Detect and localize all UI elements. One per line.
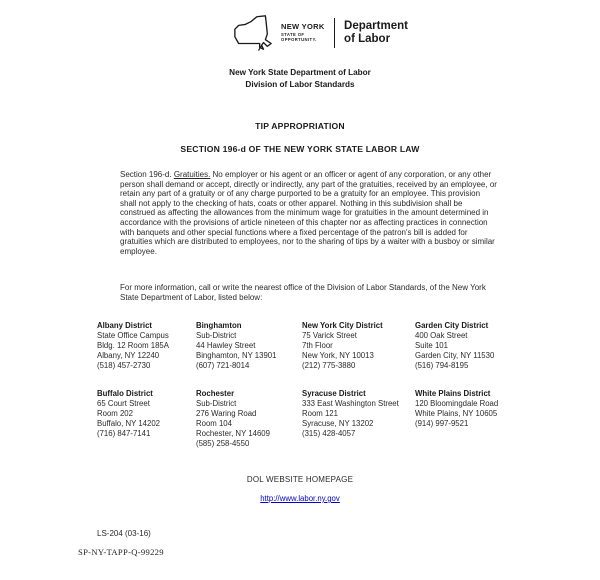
- office-address-line: (607) 721-8014: [196, 361, 250, 370]
- logo-dept-line1: Department: [344, 20, 408, 33]
- logo-brand-line2: STATE OF: [281, 31, 305, 37]
- office-address-line: (315) 428-4057: [302, 429, 356, 438]
- office-binghamton: [196, 321, 276, 371]
- logo-dept-text: [344, 20, 408, 45]
- office-buffalo-district: [97, 389, 160, 439]
- law-text-paragraph: [120, 170, 497, 256]
- nysdol-logo: [20, 13, 600, 53]
- logo-brand-line1: NEW YORK: [281, 22, 325, 32]
- office-address-line: Rochester, NY 14609: [196, 429, 270, 438]
- office-syracuse-district: [302, 389, 399, 439]
- logo-divider: [334, 18, 336, 48]
- document-title: TIP APPROPRIATION: [255, 121, 345, 131]
- office-name: Binghamton: [196, 321, 242, 330]
- office-address-line: 276 Waring Road: [196, 409, 257, 418]
- office-address-line: (518) 457-2730: [97, 361, 151, 370]
- agency-title: New York State Department of Labor: [229, 68, 371, 77]
- office-address-line: 120 Bloomingdale Road: [415, 399, 499, 408]
- office-address-line: Room 202: [97, 409, 133, 418]
- office-garden-city-district: [415, 321, 494, 371]
- office-name: Garden City District: [415, 321, 489, 330]
- office-address-line: New York, NY 10013: [302, 351, 374, 360]
- office-name: White Plains District: [415, 389, 491, 398]
- office-address-line: 333 East Washington Street: [302, 399, 399, 408]
- office-name: Syracuse District: [302, 389, 366, 398]
- office-address-line: (212) 775-3880: [302, 361, 356, 370]
- form-number: LS-204 (03-16): [97, 529, 151, 538]
- office-rochester: [196, 389, 270, 449]
- office-address-line: 44 Hawley Street: [196, 341, 256, 350]
- logo-brand-line3: OPPORTUNITY.: [281, 37, 317, 43]
- office-address-line: Binghamton, NY 13901: [196, 351, 277, 360]
- office-address-line: Albany, NY 12240: [97, 351, 160, 360]
- section-heading: SECTION 196-d OF THE NEW YORK STATE LABOR LAW: [180, 144, 420, 154]
- office-address-line: (516) 794-8195: [415, 361, 469, 370]
- logo-dept-line2: of Labor: [344, 33, 391, 45]
- office-address-line: Sub-District: [196, 331, 237, 340]
- office-white-plains-district: [415, 389, 498, 429]
- document-code: SP-NY-TAPP-Q-99229: [78, 547, 164, 557]
- office-address-line: 75 Varick Street: [302, 331, 357, 340]
- office-address-line: Room 121: [302, 409, 338, 418]
- office-address-line: 7th Floor: [302, 341, 333, 350]
- office-address-line: Room 104: [196, 419, 232, 428]
- law-body-text: No employer or his agent or an officer or agent of any corporation, or any other person shall demand or accept, directly or indirectly, any part of the gratuities, received by an employee, or retain any part of a gratuity or of any charge purported to be a gratuity for an employee. This provision shall not apply to the checking of hats, coats or other apparel. Nothing in this subdivision shall be construed as affecting the allowances from the minimum wage for gratuities in the amount determined in accordance with the provisions of article nineteen of this chapter nor as affecting practices in connection with banquets and other special functions where a fixed percentage of the patron's bill is added for gratuities which are distributed to employees, nor to the sharing of tips by a waiter with a busboy or similar employee.: [120, 170, 497, 256]
- website-link[interactable]: http://www.labor.ny.gov: [260, 494, 340, 503]
- more-info-paragraph: For more information, call or write the nearest office of the Division of Labor Standards, of the New York State Department of Labor, listed below:: [120, 283, 486, 302]
- office-address-line: White Plains, NY 10605: [415, 409, 498, 418]
- office-address-line: State Office Campus: [97, 331, 169, 340]
- office-address-line: Garden City, NY 11530: [415, 351, 495, 360]
- office-albany-district: [97, 321, 169, 371]
- division-subtitle: Division of Labor Standards: [245, 80, 355, 89]
- office-address-line: (914) 997-9521: [415, 419, 469, 428]
- office-name: Rochester: [196, 389, 235, 398]
- office-address-line: Bldg. 12 Room 185A: [97, 341, 169, 350]
- office-address-line: Buffalo, NY 14202: [97, 419, 161, 428]
- office-address-line: (585) 258-4550: [196, 439, 250, 448]
- office-address-line: (716) 847-7141: [97, 429, 151, 438]
- office-name: Albany District: [97, 321, 153, 330]
- ny-state-outline-icon: [232, 13, 274, 53]
- logo-brand-text: [281, 23, 325, 42]
- office-name: Buffalo District: [97, 389, 153, 398]
- office-address-line: Suite 101: [415, 341, 448, 350]
- section-label: Section 196-d.: [120, 170, 172, 179]
- office-address-line: Sub-District: [196, 399, 237, 408]
- office-address-line: Syracuse, NY 13202: [302, 419, 374, 428]
- website-link-row: [0, 488, 600, 506]
- office-name: New York City District: [302, 321, 383, 330]
- office-address-line: 400 Oak Street: [415, 331, 468, 340]
- gratuities-underlined-label: Gratuities.: [173, 170, 211, 179]
- office-new-york-city-district: [302, 321, 383, 371]
- website-label: DOL WEBSITE HOMEPAGE: [246, 475, 354, 484]
- office-address-line: 65 Court Street: [97, 399, 150, 408]
